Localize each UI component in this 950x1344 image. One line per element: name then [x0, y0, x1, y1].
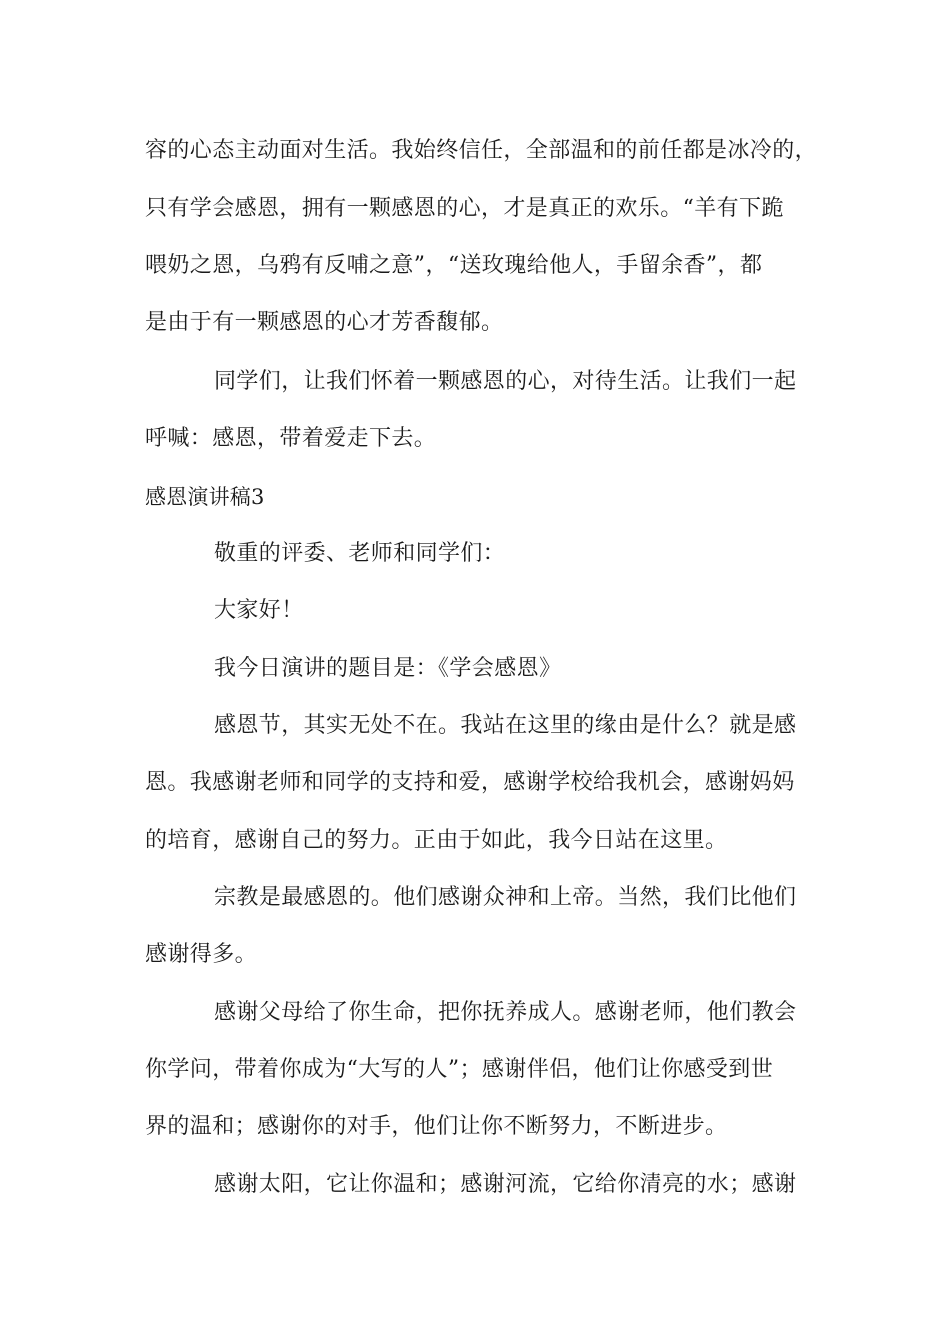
paragraph-line: 容的心态主动面对生活。我始终信任，全部温和的前任都是冰冷的，: [145, 138, 818, 163]
greeting: 大家好！: [214, 598, 304, 623]
salutation: 敬重的评委、老师和同学们：: [214, 541, 506, 566]
paragraph-line: 感谢父母给了你生命，把你抚养成人。感谢老师，他们教会: [214, 1000, 797, 1025]
paragraph-line: 你学问，带着你成为“大写的人”；感谢伴侣，他们让你感受到世: [145, 1057, 774, 1082]
speech-topic: 我今日演讲的题目是：《学会感恩》: [214, 656, 562, 681]
section-heading: 感恩演讲稿3: [145, 485, 265, 509]
paragraph-line: 是由于有一颗感恩的心才芳香馥郁。: [145, 310, 504, 335]
paragraph-line: 的培育，感谢自己的努力。正由于如此，我今日站在这里。: [145, 828, 728, 853]
paragraph-line: 感谢得多。: [145, 942, 258, 967]
paragraph-line: 感恩节，其实无处不在。我站在这里的缘由是什么？就是感: [214, 713, 797, 738]
paragraph-line: 同学们，让我们怀着一颗感恩的心，对待生活。让我们一起: [214, 369, 797, 394]
paragraph-line: 只有学会感恩，拥有一颗感恩的心，才是真正的欢乐。“羊有下跪: [145, 196, 784, 221]
paragraph-line: 感谢太阳，它让你温和；感谢河流，它给你清亮的水；感谢: [214, 1172, 797, 1197]
paragraph-line: 恩。我感谢老师和同学的支持和爱，感谢学校给我机会，感谢妈妈: [145, 770, 795, 795]
paragraph-line: 喂奶之恩，乌鸦有反哺之意”，“送玫瑰给他人，手留余香”，都: [145, 253, 763, 278]
paragraph-line: 呼喊：感恩，带着爱走下去。: [145, 426, 437, 451]
paragraph-line: 宗教是最感恩的。他们感谢众神和上帝。当然，我们比他们: [214, 885, 797, 910]
paragraph-line: 界的温和；感谢你的对手，他们让你不断努力，不断进步。: [145, 1114, 728, 1139]
